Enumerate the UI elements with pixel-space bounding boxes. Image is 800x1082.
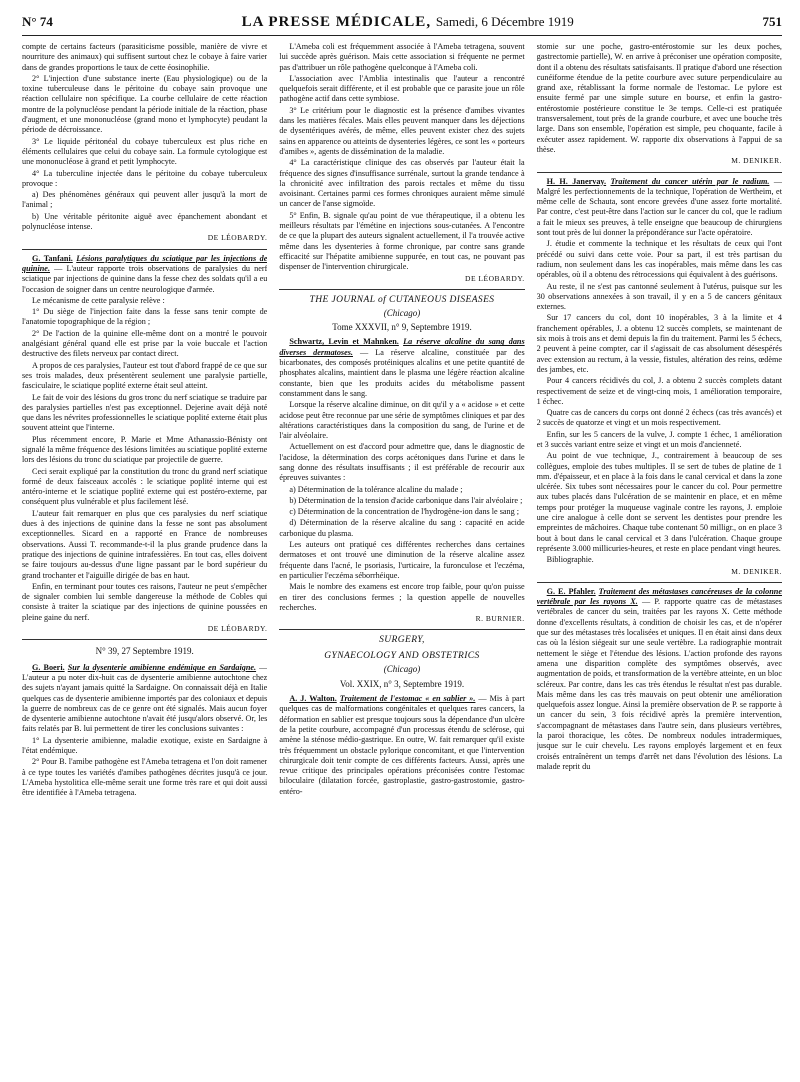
paragraph: L'association avec l'Amblia intestinalis que l'auteur a rencontré quelquefois serait différente, et il est probable que ce parasite joue un rôle pathogène actif dans cette symbiose. <box>279 73 525 104</box>
article-lead <box>537 587 782 772</box>
paragraph: Ceci serait expliqué par la constitution du tronc du grand nerf sciatique formé de deux faisceaux accolés : le sciatique poplité interne qui est antéro-interne et le sciatique poplité externe qui est postéro-externe, par conséquent plus vulnérable et plus facilement lésé. <box>22 466 268 507</box>
paragraph: a) Des phénomènes généraux qui peuvent aller jusqu'à la mort de l'animal ; <box>22 190 268 210</box>
paragraph: b) Une véritable péritonite aiguë avec épanchement abondant et polynucléose intense. <box>22 211 268 232</box>
article-text: — P. rapporte quatre cas de métastases vertébrales de cancer du sein, traitées par les rayons X. Cette méthode donne d'excellents résultats, à condition de choisir les cas, et de n'opérer que sur des métastases très localisées et uniques. Il en était ainsi dans deux cas où la lésion siégeait sur une seule vertèbre. La radiographie montrait nettement le siège et l'étendue des lésions. L'action profonde des rayons amena une disparition complète des symptômes observés, avec augmentation de poids, et transformation de la vertèbre atteinte, en un bloc scléreux. Par contre, dans les cas très étendus le résultat n'est pas durable. Mais même dans les cas très mauvais on peut obtenir une amélioration quelquefois assez longue. Ainsi la première observation de P. se rapporte à un cancer du sein, 3 fois récidivé après la première intervention, s'accompagnant de métastases dans l'autre sein, dans plusieurs vertèbres, la paroi thoracique, les côtes. De nombreux nodules intradermiques, jusque sur le cuir chevelu. Les rayons employés largement et en feux croisés entraînèrent un temps d'arrêt net dans l'évolution des lésions. La malade reprit du <box>536 597 782 771</box>
paragraph: Enfin, en terminant pour toutes ces raisons, l'auteur ne peut s'empêcher de signaler combien lui semble dangereuse la méthode de Cobles qui consiste à traiter la sciatique par des injections de quinine poussées en pleine gaine du nerf. <box>22 581 268 622</box>
paragraph: 3° Le critérium pour le diagnostic est la présence d'amibes vivantes dans les matières fécales. Mais elles peuvent manquer dans les déjections de dysentériques avérés, de même, elles peuvent exister chez des sujets sains en apparence ou atteints de dysenteries légères, ce sont les « porteurs d'amibes », agents de dissémination de la maladie. <box>279 105 525 156</box>
paragraph: 1° La dysenterie amibienne, maladie exotique, existe en Sardaigne à l'état endémique. <box>22 735 268 755</box>
journal-heading: GYNAECOLOGY AND OBSTETRICS <box>324 651 480 662</box>
journal-city: (Chicago) <box>383 307 421 318</box>
column-3 <box>537 42 782 1082</box>
article-author: Schwartz, Levin et Mahnken. <box>289 337 399 347</box>
paragraph: A propos de ces paralysies, l'auteur est tout d'abord frappé de ce que sur ses trois malades, deux présentèrent seulement une paralysie partielle, fasciculaire, le sciatique poplité externe était seul atteint. <box>22 360 268 391</box>
paragraph: Bibliographie. <box>546 555 594 565</box>
paragraph: Enfin, sur les 5 cancers de la vulve, J. compte 1 échec, 1 amélioration et 3 succès variant entre seize et vingt et un mois d'ancienneté. <box>536 429 782 449</box>
article-title: Sur la dysenterie amibienne endémique en Sardaigne. <box>67 662 257 672</box>
article-author: G. Tanfani. <box>32 253 73 263</box>
signature: DE LÉOBARDY. <box>207 624 268 634</box>
page-number: 751 <box>762 14 782 29</box>
journal-title <box>242 14 574 31</box>
divider <box>537 582 782 583</box>
paragraph: 2° L'injection d'une substance inerte (Eau physiologique) ou de la toxine tuberculeuse dans le péritoine du cobaye sain provoque une réaction cellulaire non spécifique. La courbe cellulaire de cette réaction montre de la polynucléose pendant la période initiale de la réaction, phase d'augment, et une mononucléose (grand mono et lymphocyte) peudant la période de décroissance. <box>22 73 268 135</box>
paragraph: b) Détermination de la tension d'acide carbonique dans l'air alvéolaire ; <box>289 495 523 505</box>
column-2 <box>279 42 524 1082</box>
paragraph: L'Ameba coli est fréquemment associée à l'Ameba tetragena, souvent lui succède après guérison. Mais cette association si fréquente ne permet pas d'attribuer un rôle pathogène quelconque à l'Ameba coli. <box>279 42 525 72</box>
journal-city: (Chicago) <box>383 664 421 675</box>
article-title: Traitement de l'estomac « en sablier ». <box>339 694 476 704</box>
article-author: G. Boeri. <box>32 662 65 672</box>
divider <box>22 249 267 250</box>
article-author: A. J. Walton. <box>289 694 337 704</box>
paragraph: 2° Pour B. l'amibe pathogène est l'Ameba tetragena et l'on doit ramener à ce type toutes les variétés d'amibes pathogènes décrites jusqu'à ce jour. L'Ameba hystolitica elle-même serait une forme très rare et qui doit aussi être identifiée à l'Ameba tetragena. <box>22 757 268 798</box>
paragraph: Pour 4 cancers récidivés du col, J. a obtenu 2 succès complets datant respectivement de seize et de vingt-cinq mois, 1 amélioration temporaire, 1 échec. <box>536 376 782 406</box>
article-lead <box>279 337 524 399</box>
article-text: — Malgré les perfectionnements de la technique, l'opération de Wertheim, et même celle de Schauta, sont encore grevées d'une assez forte mortalité. Par contre, c'est peut-être dans l'action sur le cancer du col, que le radium a fait le mieux ses preuves, à telle enseigne que beaucoup de chirurgiens sont tout près de lui donner la prépondérance sur l'acte opératoire. <box>536 176 782 238</box>
paragraph: Les auteurs ont pratiqué ces différentes recherches dans certaines dermatoses et ont trouvé une diminution de la réserve alcaline assez fréquente dans l'acné, le psoriasis, l'urticaire, la furonculose et l'eczéma, en particulier l'eczéma séborrhéique. <box>279 540 525 580</box>
paragraph: Quatre cas de cancers du corps ont donné 2 échecs (cas très avancés) et 2 succès de quatorze et vingt et un mois respectivement. <box>536 408 782 428</box>
article-text: — L'auteur rapporte trois observations de paralysies du nerf sciatique par injections de quinine dans la fesse chez des soldats qu'il a eu l'occasion de soigner dans un centre neurologique d'armée. <box>22 263 268 294</box>
paragraph: Au reste, il ne s'est pas cantonné seulement à l'utérus, puisque sur les 30 observations annexées à son travail, il y en a 5 de cancers génitaux externes. <box>536 281 782 312</box>
issue-number: N° 74 <box>22 14 53 29</box>
volume-line: Vol. XXIX, n° 3, Septembre 1919. <box>339 678 465 689</box>
paragraph: 1° Du siège de l'injection faite dans la fesse sans tenir compte de l'anatomie topographique de la région ; <box>22 307 268 327</box>
article-author: H. H. Janervay. <box>546 176 607 186</box>
article-lead <box>279 694 524 797</box>
paragraph: Mais le nombre des examens est encore trop faible, pour qu'on puisse en tirer des conclusions fermes ; la question appelle de nouvelles recherches. <box>279 582 525 612</box>
paragraph: Le fait de voir des lésions du gros tronc du nerf sciatique se traduire par des paralysies partielles n'est pas exceptionnel. Dejerine avait déjà noté que dans les névrites professionnelles le sciatique poplité externe était plus souvent atteint que l'interne. <box>22 392 268 433</box>
paragraph: L'auteur fait remarquer en plus que ces paralysies du nerf sciatique dues à des injections de quinine dans la fesse ne sont pas absolument exceptionnelles. Sicard en a rapporté en France de nombreuses observations. Aussi T. recommande-t-il la plus grande prudence dans la pratique des injections de quinine intrafessières. En tout cas, elles doivent se faire toujours au-dessus d'une ligne passant par le bord supérieur du grand trochanter et l'aiguille dirigée de bas en haut. <box>22 508 268 580</box>
article-author: G. E. Pfahler. <box>546 586 596 596</box>
paragraph: compte de certains facteurs (parasiticisme possible, manière de vivre et nourriture des animaux) qui suffisent surtout chez le cobaye à faire varier dans de grandes proportions le taux de cette éosinophilie. <box>22 42 268 72</box>
paragraph: 5° Enfin, B. signale qu'au point de vue thérapeutique, il a obtenu les meilleurs résultats par l'émétine en injections sous-cutanées. A l'encontre de ce que la plupart des auteurs signalent actuellement, il l'a trouvée active même dans les dysenteries à forme chronique, par contre sans grande efficacité sur l'hépatite amibienne suppurée, en tout cas, ne pouvant pas dispenser de l'intervention chirurgicale. <box>279 210 525 272</box>
divider <box>537 172 782 173</box>
paragraph: 4° La tuberculine injectée dans le péritoine du cobaye tuberculeux provoque : <box>22 168 268 188</box>
paragraph: c) Détermination de la concentration de l'hydrogène-ion dans le sang ; <box>289 507 520 517</box>
paragraph: Lorsque la réserve alcaline diminue, on dit qu'il y a « acidose » et cette acidose peut être reconnue par une série de symptômes cliniques et par des altérations caractéristiques dans la composition du sang, de l'urine et de l'air alvéolaire. <box>279 400 525 441</box>
article-title: La réserve alcaline du sang dans diverses dermatoses. <box>279 337 525 357</box>
paragraph: stomie sur une poche, gastro-entérostomie sur les deux poches, gastrectomie partielle), W. en arrive à préconiser une opération composite, dont il a obtenu des résultats satisfaisants. Il pratique d'abord une résection cunéiforme étendue de la petite courbure avec suture perpendiculaire au grand axe, rétablissant la forme normale de l'estomac. Le pylore est ensuite fermé par une simple suture en bourse, et enfin la gastro-entérostomie postérieure constitue le 3e temps. Celle-ci est pratiquée transversalement, tout près de la grande courbure, et avec une bouche très large. Dans son ensemble, l'opération est simple, peu choquante, facile à exécuter assez rapidement. W. rapporte dix observations à l'appui de sa thèse. <box>536 42 782 154</box>
divider <box>22 639 267 640</box>
paragraph: 3° Le liquide péritonéal du cobaye tuberculeux est plus riche en éléments cellulaires que celui du cobaye sain. La formule cytologique est une mononucléose à grand et petit lymphocyte. <box>22 136 268 167</box>
paragraph: Plus récemment encore, P. Marie et Mme Athanassio-Bénisty ont signalé la même fréquence des lésions limitées au sciatique poplité externe lors des lésions du tronc du sciatique par projectile de guerre. <box>22 434 268 465</box>
issue-dateline: N° 39, 27 Septembre 1919. <box>95 646 194 657</box>
signature: DE LÉOBARDY. <box>207 233 268 243</box>
divider <box>279 289 524 290</box>
volume-line: Tome XXXVII, n° 9, Septembre 1919. <box>332 322 472 333</box>
signature: R. BURNIER. <box>475 614 525 624</box>
article-lead <box>22 254 267 295</box>
paragraph: Au point de vue technique, J., contrairement à beaucoup de ses collègues, emploie des tubes multiples. Il se sert de tubes de platine de 1 mm. d'épaisseur, et en place à la fois dans le canal cervical et dans la zone ulcérée. Six tubes sont nécessaires pour le cancer du col. Pour permettre aux tubes placés dans l'ulcération de se maintenir en place, et en même temps pour protéger la muqueuse vaginale contre les rayons, J. emploie une cire analogue à celle dont se servent les dentistes pour prendre les empreintes de mâchoires. Chaque tube contenant 50 milligr., on en place 3 bout à bout dans le canal cervical et 3 dans l'ulcération. Chaque groupe représente 3.000 millicuries-heures, et reste en place pendant vingt heures. <box>536 451 782 553</box>
divider <box>279 629 524 630</box>
article-lead <box>537 177 782 239</box>
page-header <box>22 14 782 36</box>
article-title: Traitement des métastases cancéreuses de la colonne vertébrale par les rayons X. <box>536 586 782 607</box>
journal-name: LA PRESSE MÉDICALE, <box>241 14 432 30</box>
journal-heading: SURGERY, <box>379 635 425 646</box>
article-title: Lésions paralytiques du sciatique par les injections de quinine. <box>22 253 268 273</box>
signature: M. DENIKER. <box>731 566 782 576</box>
paragraph: J. étudie et commente la technique et les résultats de ceux qui l'ont précédé ou suivi dans cette voie. Pour sa part, il est très partisan du radium, non seulement dans les cas inopérables, mais même dans les cas opérables, où il a obtenu des rétrocessions qui équivalent à des guérisons. <box>536 239 782 280</box>
signature: DE LÉOBARDY. <box>465 273 525 283</box>
column-1 <box>22 42 267 1082</box>
article-text: — L'auteur a pu noter dix-huit cas de dysenterie amibienne autochtone chez des sujets n'ayant jamais quitté la Sardaigne. On connaissait déjà en Italie quelques cas de dysenterie amibienne importés par des coloniaux et depuis la guerre de nombreux cas de ce genre ont été signalés. Mais aucun foyer de dysenterie amibienne autochtone n'avait été jusqu'alors observé. Or, les faits relatés par B. lui permettent de tirer les conclusions suivantes : <box>22 662 268 734</box>
article-lead <box>22 663 267 735</box>
article-text: — Mis à part quelques cas de malformations congénitales et quelques rares cancers, la déformation en sablier est presque toujours sous la dépendance d'un ulcère de la petite courbure, accompagné d'un processus étendu de sclérose, qui amène la sténose médio-gastrique. En outre, W. fait remarquer qu'il existe très fréquemment un obstacle pylorique concomitant, et que l'intervention chirurgicale doit tenir compte de ces différents facteurs. Aussi, après une revue critique des principales opérations préconisées contre l'estomac biloculaire (dilatation forcée, gastroplastie, gastro-gastrostomie, gastro-entéro- <box>279 694 525 796</box>
paragraph: Le mécanisme de cette paralysie relève : <box>32 295 165 305</box>
paragraph: Sur 17 cancers du col, dont 10 inopérables, 3 à la limite et 4 franchement opérables, J. a obtenu 12 succès complets, se maintenant de six mois à trois ans et demi depuis la fin du traitement. Parmi les 5 échecs, 2 peuvent à peine compter, car il s'agissait de cas absolument désespérés avec extension au rectum, à la vessie, fistules, altération des reins, œdème des jambes, etc. <box>536 313 782 374</box>
journal-heading: THE JOURNAL of CUTANEOUS DISEASES <box>309 294 495 305</box>
paragraph: 2° De l'action de la quinine elle-même dont on a montré le pouvoir analgésiant général quand elle est prise par la voie buccale et l'action destructive des filets nerveux par contact direct. <box>22 328 268 359</box>
article-title: Traitement du cancer utérin par le radium. <box>610 176 770 186</box>
paragraph: d) Détermination de la réserve alcaline du sang : capacité en acide carbonique du plasma. <box>279 518 525 538</box>
paragraph: 4° La caractéristique clinique des cas observés par l'auteur était la fréquence des signes d'insuffisance surrénale, surtout la grande tendance à la chronicité avec infiltration des parois rectales et même du tissu avoisinant. Certaines parmi ces formes chroniques auraient même simulé un cancer de l'anse sigmoïde. <box>279 158 525 209</box>
paragraph: Actuellement on est d'accord pour admettre que, dans le diagnostic de l'acidose, la détermination des corps acétoniques dans l'urine et dans le sang donne des résultats insuffisants ; il est préférable de recourir aux épreuves suivantes : <box>279 442 525 483</box>
signature: M. DENIKER. <box>731 156 782 166</box>
columns <box>22 42 782 1082</box>
issue-date: Samedi, 6 Décembre 1919 <box>435 14 574 29</box>
paragraph: a) Détermination de la tolérance alcaline du malade ; <box>289 484 463 494</box>
article-text: — La réserve alcaline, constituée par des bicarbonates, des composés protéiniques alcalins et une petite quantité de phosphates alcalins, maintient dans le plasma une légère réaction alcaline constante, bien que les produits acides du métabolisme passent constamment dans le sang. <box>279 347 525 398</box>
